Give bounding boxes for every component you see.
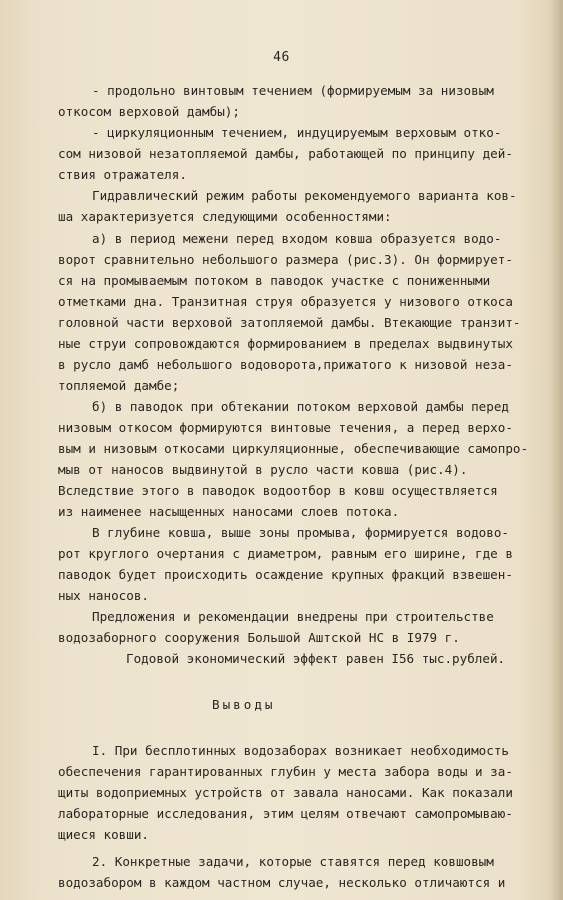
text-line-31: щиты водоприемных устройств от завала наносами. Как показали bbox=[58, 785, 513, 800]
text-line-24: паводок будет происходить осаждение крупных фракций взвешен- bbox=[58, 567, 513, 582]
text-line-9: ворот сравнительно небольшого размера (рис.3). Он формирует- bbox=[58, 252, 513, 267]
text-line-33: щиеся ковши. bbox=[58, 827, 149, 842]
text-line-32: лабораторные исследования, этим целям отвечают самопромываю- bbox=[58, 806, 513, 821]
text-line-1: - продольно винтовым течением (формируемым за низовым bbox=[92, 83, 494, 98]
text-line-10: ся на промываемым потоком в паводок участке с пониженными bbox=[58, 273, 491, 288]
text-line-25: ных наносов. bbox=[58, 588, 149, 603]
text-line-17: низовым откосом формируются винтовые течения, а перед верхо- bbox=[58, 420, 513, 435]
text-line-23: рот круглого очертания с диаметром, равным его ширине, где в bbox=[58, 546, 513, 561]
text-line-15: топляемой дамбе; bbox=[58, 378, 180, 393]
text-line-5: ствия отражателя. bbox=[58, 167, 187, 182]
text-line-30: обеспечения гарантированных глубин у места забора воды и за- bbox=[58, 764, 513, 779]
page-number: 46 bbox=[273, 50, 290, 65]
text-line-29: I. При бесплотинных водозаборах возникает необходимость bbox=[92, 743, 510, 758]
text-line-28: Годовой экономический эффект равен I56 тыс.рублей. bbox=[126, 651, 506, 666]
text-line-13: ные струи сопровождаются формированием в пределах выдвинутых bbox=[58, 336, 513, 351]
text-line-3: - циркуляционным течением, индуцируемым верховым отко- bbox=[92, 125, 502, 140]
section-heading-conclusions: Выводы bbox=[212, 697, 276, 712]
text-line-7: ша характеризуется следующими особенностями: bbox=[58, 209, 392, 224]
text-line-21: из наименее насыщенных наносами слоев потока. bbox=[58, 504, 400, 519]
text-line-27: водозаборного сооружения Большой Аштской НС в I979 г. bbox=[58, 630, 460, 645]
text-line-19: мыв от наносов выдвинутой в русло части ковша (рис.4). bbox=[58, 462, 468, 477]
text-line-34: 2. Конкретные задачи, которые ставятся перед ковшовым bbox=[92, 854, 494, 869]
text-line-14: в русло дамб небольшого водоворота,прижатого к низовой неза- bbox=[58, 357, 513, 372]
text-line-22: В глубине ковша, выше зоны промыва, формируется водово- bbox=[92, 525, 510, 540]
text-line-26: Предложения и рекомендации внедрены при строительстве bbox=[92, 609, 494, 624]
text-line-8: а) в период межени перед входом ковша образуется водо- bbox=[92, 231, 502, 246]
text-line-11: отметками дна. Транзитная струя образуется у низового откоса bbox=[58, 294, 513, 309]
text-line-18: вым и низовым откосами циркуляционные, обеспечивающие самопро- bbox=[58, 441, 529, 456]
text-line-35: водозабором в каждом частном случае, несколько отличаются и bbox=[58, 875, 506, 890]
text-line-4: сом низовой незатопляемой дамбы, работающей по принципу дей- bbox=[58, 146, 513, 161]
text-line-20: Вследствие этого в паводок водоотбор в ковш осуществляется bbox=[58, 483, 498, 498]
page-edge-shadow bbox=[549, 0, 563, 900]
text-line-2: откосом верховой дамбы); bbox=[58, 104, 240, 119]
text-line-16: б) в паводок при обтекании потоком верховой дамбы перед bbox=[92, 399, 510, 414]
text-line-12: головной части верховой затопляемой дамбы. Втекающие транзит- bbox=[58, 315, 521, 330]
text-line-6: Гидравлический режим работы рекомендуемого варианта ков- bbox=[92, 188, 517, 203]
